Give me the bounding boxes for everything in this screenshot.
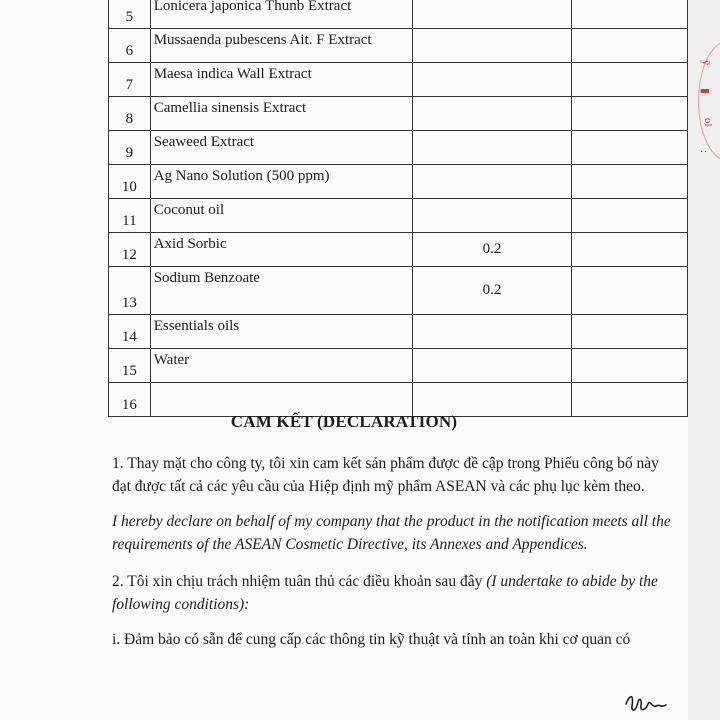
ingredient-note: [572, 199, 688, 233]
row-number: 9: [109, 131, 151, 165]
stamp-mark-4: :: [698, 150, 710, 154]
ingredient-note: [572, 233, 688, 267]
table-row: [109, 233, 688, 267]
ingredient-percent: [412, 349, 572, 383]
ingredient-note: [572, 315, 688, 349]
ingredient-name: Sodium Benzoate: [150, 267, 412, 315]
row-number: 11: [109, 199, 151, 233]
row-number: 7: [109, 63, 151, 97]
stamp-mark-3: ol: [702, 118, 714, 127]
row-number: 14: [109, 315, 151, 349]
ingredient-percent: [412, 165, 572, 199]
ingredient-note: [572, 165, 688, 199]
ingredient-percent: [412, 315, 572, 349]
row-number: 10: [109, 165, 151, 199]
ingredient-note: [572, 349, 688, 383]
ingredient-name: Essentials oils: [150, 315, 412, 349]
ingredient-percent: 0.2: [412, 233, 572, 267]
stamp-arc: [698, 40, 720, 162]
stamp-mark-1: ỹ: [700, 60, 712, 66]
ingredient-percent: [412, 199, 572, 233]
ingredient-note: [572, 0, 688, 29]
table-row: [109, 131, 688, 165]
table-row: [109, 267, 688, 315]
ingredient-name: Water: [150, 349, 412, 383]
ingredient-percent: [412, 29, 572, 63]
ingredient-name: Ag Nano Solution (500 ppm): [150, 165, 412, 199]
ingredient-percent: [412, 63, 572, 97]
ingredient-note: [572, 63, 688, 97]
table-row: [109, 29, 688, 63]
adjacent-page-edge: [688, 0, 720, 720]
ingredient-note: [572, 29, 688, 63]
ingredient-percent: 0.2: [412, 267, 572, 315]
ingredient-percent: [412, 131, 572, 165]
ingredient-name: Maesa indica Wall Extract: [150, 63, 412, 97]
table-row: [109, 349, 688, 383]
table-row: [109, 315, 688, 349]
row-number: 13: [109, 267, 151, 315]
ingredients-table: [108, 0, 688, 417]
ingredient-name: Seaweed Extract: [150, 131, 412, 165]
ingredient-note: [572, 131, 688, 165]
declaration-paragraph-3-vi: i. Đảm bảo có sẵn để cung cấp các thông tin kỹ thuật và tính an toàn khi cơ quan có: [112, 631, 631, 648]
row-number: 8: [109, 97, 151, 131]
table-row: [109, 165, 688, 199]
declaration-heading: CAM KẾT (DECLARATION): [230, 412, 458, 431]
table-row: [109, 97, 688, 131]
ingredient-name: Camellia sinensis Extract: [150, 97, 412, 131]
signature-mark: [624, 690, 668, 716]
ingredient-name: Axid Sorbic: [150, 233, 412, 267]
row-number: 12: [109, 233, 151, 267]
ingredient-percent: [412, 97, 572, 131]
row-number: 15: [109, 349, 151, 383]
row-number: 5: [109, 0, 151, 29]
table-row: [109, 199, 688, 233]
ingredient-note: [572, 267, 688, 315]
ingredient-name: Coconut oil: [150, 199, 412, 233]
declaration-paragraph-2-en: (I undertake to abide by the following conditions):: [112, 573, 658, 613]
ingredient-name: Lonicera japonica Thunb Extract: [150, 0, 412, 29]
ingredient-name: Mussaenda pubescens Ait. F Extract: [150, 29, 412, 63]
declaration-paragraph-2: [112, 570, 672, 616]
ingredient-note: [572, 97, 688, 131]
table-row: [109, 0, 688, 29]
row-number: 16: [109, 383, 151, 417]
ingredient-percent: [412, 0, 572, 29]
table-row: [109, 63, 688, 97]
declaration-paragraph-1-vi: 1. Thay mặt cho công ty, tôi xin cam kết sản phẩm được đề cập trong Phiếu công bố này đạt được tất cả các yêu cầu của Hiệp định mỹ phẩm ASEAN và các phụ lục kèm theo.: [112, 455, 659, 495]
stamp-mark-2: ▮: [699, 88, 711, 95]
declaration-paragraph-1-en: I hereby declare on behalf of my company that the product in the notification meets all the requirements of the ASEAN Cosmetic Directive, its Annexes and Appendices.: [112, 513, 671, 553]
declaration-paragraph-2-vi: 2. Tôi xin chịu trách nhiệm tuân thủ các điều khoản sau đây: [112, 573, 483, 590]
row-number: 6: [109, 29, 151, 63]
